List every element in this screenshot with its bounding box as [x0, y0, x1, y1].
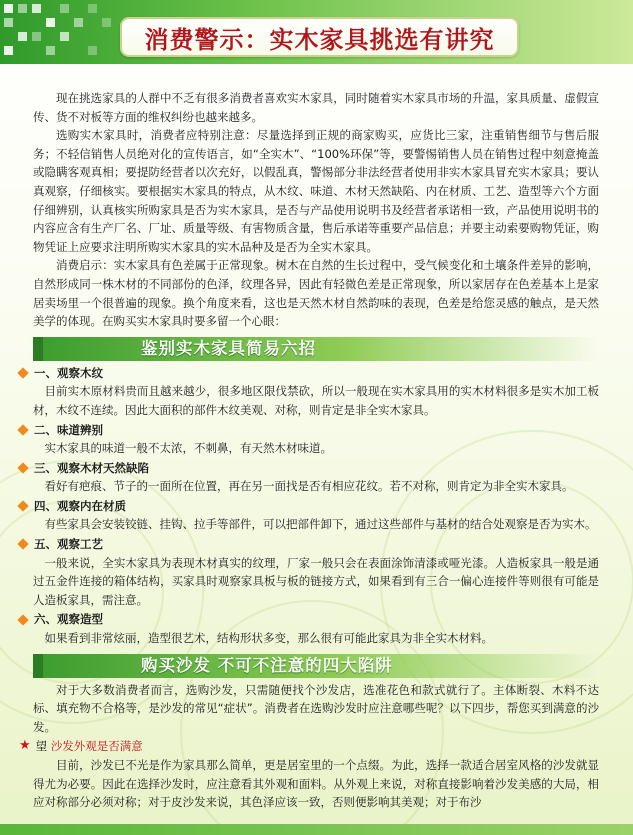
section-title-sofa: 购买沙发 不可不注意的四大陷阱	[141, 655, 393, 675]
article-body	[19, 89, 599, 812]
tip-heading-5: 五、观察工艺	[19, 535, 599, 554]
section-title-identify: 鉴别实木家具简易六招	[141, 338, 316, 358]
tip-body-3: 看好有疤痕、节子的一面所在位置，再在另一面找是否有相应花纹。若不对称，则肯定为非全实木家具。	[44, 479, 574, 494]
diamond-bullet-icon	[17, 539, 28, 550]
diamond-bullet-icon	[17, 367, 28, 378]
sofa-step-heading	[19, 737, 599, 756]
section-banner-identify	[33, 337, 599, 361]
sofa-step-title: 沙发外观是否满意	[50, 739, 143, 754]
intro-paragraph-2: 选购实木家具时，消费者应特别注意：尽量选择到正规的商家购买，应货比三家，注重销售细节与售后服务；不轻信销售人员绝对化的宣传语言，如“全实木”、“100%环保”等，要警惕销售人员在销售过程中刻意掩盖或隐瞒客观真相；要提防经营者以次充好，以假乱真，警惕部分非法经营者使用非实木家具冒充实木家具；要认真观察，仔细核实。要根据实木家具的特点，从木纹、味道、木材天然缺陷、内在材质、工艺、造型等六个方面仔细辨别，认真核实所购家具是否为实木家具，是否与产品使用说明书及经营者承诺相一致，产品使用说明书的内容应含有生产厂名、厂址、质量等级、有害物质含量，售后承诺等重要产品信息；并要主动索要购物凭证，购物凭证上应要求注明所购实木家具的实木品种及是否为全实木家具。	[33, 128, 599, 254]
sofa-step-prefix: 望	[35, 739, 48, 754]
tip-heading-6: 六、观察造型	[19, 610, 599, 629]
title-box	[120, 17, 519, 57]
tip-heading-3: 三、观察木材天然缺陷	[19, 459, 599, 478]
sofa-step-body: 目前，沙发已不光是作为家具那么简单，更是居室里的一个点缀。为此，选择一款适合居室风格的沙发就显得尤为必要。因此在选择沙发时，应注意看其外观和面料。从外观上来说，对称直接影响着沙发美感的大局，相应对称部分必须对称；对于皮沙发来说，其色泽应该一致，否则便影响其美观；对于布沙	[33, 758, 599, 810]
tip-body-6: 如果看到非常炫丽，造型很艺术，结构形状多变，那么很有可能此家具为非全实木材料。	[44, 631, 493, 646]
tip-body-2: 实木家具的味道一般不太浓，不刺鼻，有天然木材味道。	[44, 441, 332, 456]
bottom-green-bar	[0, 824, 633, 835]
star-icon: ★	[19, 738, 31, 754]
tip-heading-4: 四、观察内在材质	[19, 497, 599, 516]
diamond-bullet-icon	[17, 614, 28, 625]
tip-heading-1: 一、观察木纹	[19, 364, 599, 383]
header-band	[0, 0, 633, 64]
tip-body-1: 目前实木原材料贵而且越来越少，很多地区限伐禁砍，所以一般现在实木家具用的实木材料很多是实木加工板材，木纹不连续。因此大面积的部件木纹美观、对称，则肯定是非全实木家具。	[33, 384, 599, 417]
page-title: 消费警示：实木家具挑选有讲究	[144, 24, 495, 54]
section-banner-sofa	[33, 654, 599, 678]
tip-body-4: 有些家具会安装铰链、挂钩、拉手等部件，可以把部件卸下，通过这些部件与基材的结合处观察是否为实木。	[44, 517, 597, 532]
intro-paragraph-1: 现在挑选家具的人群中不乏有很多消费者喜欢实木家具，同时随着实木家具市场的升温，家具质量、虚假宣传、货不对板等方面的维权纠纷也越来越多。	[33, 91, 599, 124]
tip-heading-2: 二、味道辨别	[19, 421, 599, 440]
pixel-pattern-decoration	[0, 0, 130, 64]
diamond-bullet-icon	[17, 501, 28, 512]
tip-body-5: 一般来说，全实木家具为表现木材真实的纹理，厂家一般只会在表面涂饰清漆或哑光漆。人造板家具一般是通过五金件连接的箱体结构，买家具时观察家具板与板的链接方式，如果看到有三合一偏心连接件等则很有可能是人造板家具，需注意。	[33, 555, 599, 607]
diamond-bullet-icon	[17, 462, 28, 473]
sofa-intro-paragraph: 对于大多数消费者而言，选购沙发，只需随便找个沙发店，选准花色和款式就行了。主体断裂、木料不达标、填充物不合格等，是沙发的常见“症状”。消费者在选购沙发时应注意哪些呢？以下四步，帮您买到满意的沙发。	[33, 682, 599, 734]
intro-paragraph-3: 消费启示：实木家具有色差属于正常现象。树木在自然的生长过程中，受气候变化和土壤条件差异的影响，自然形成同一株木材的不同部份的色泽，纹理各异，因此有轻微色差是正常现象，所以家居存在色差基本上是家居卖场里一个很普遍的现象。换个角度来看，这也是天然木材自然韵味的表现，色差是给您灵感的触点，是天然美学的体现。在购买实木家具时要多留一个心眼：	[33, 258, 599, 329]
diamond-bullet-icon	[17, 424, 28, 435]
